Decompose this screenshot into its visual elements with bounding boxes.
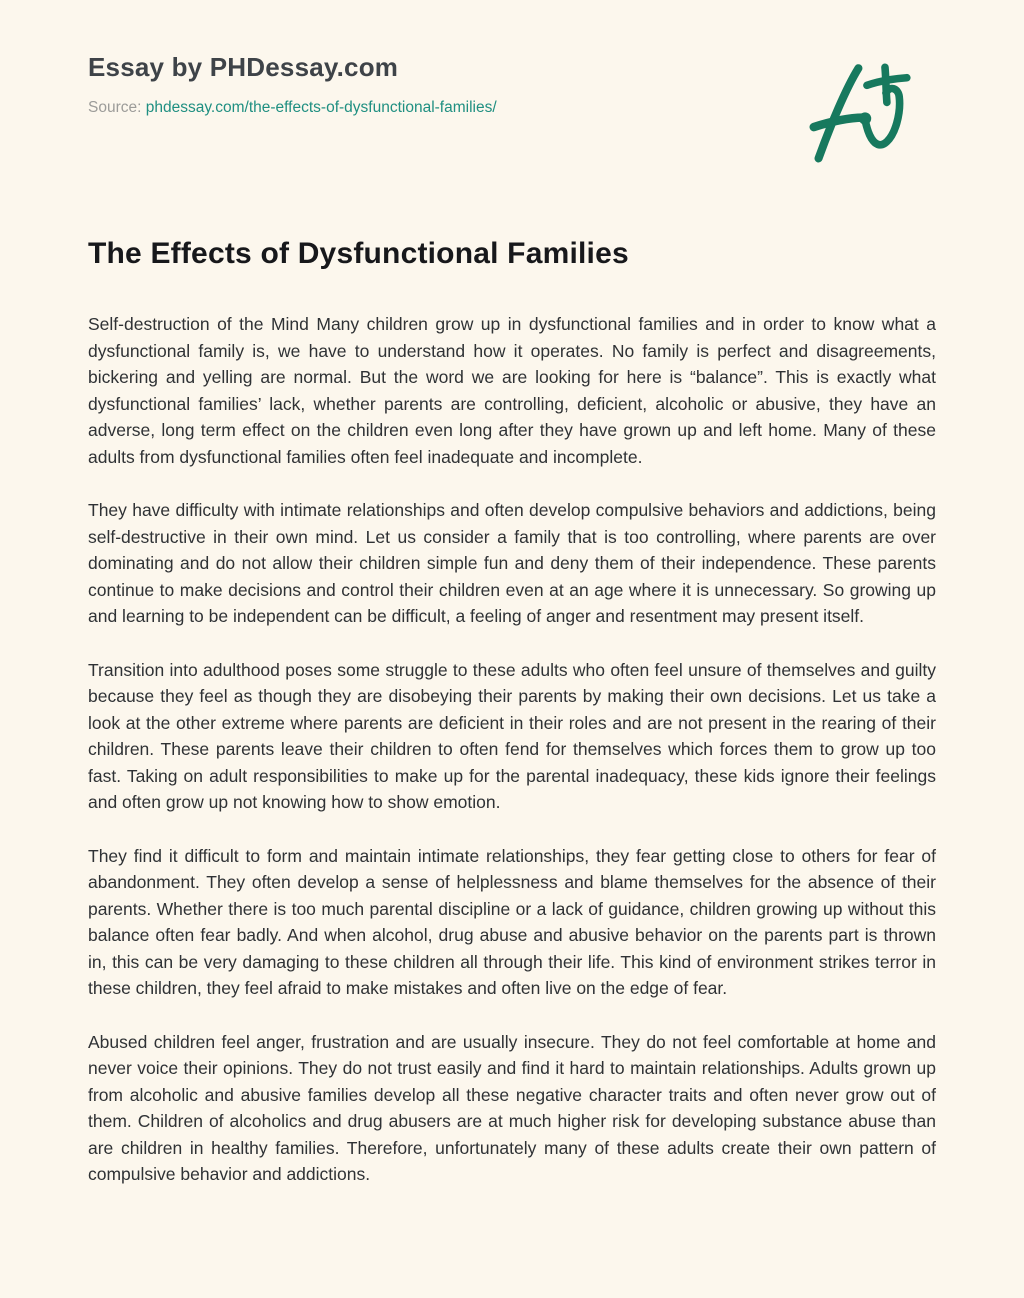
essay-paragraph-2: They have difficulty with intimate relationships and often develop compulsive behaviors and addictions, being self-destructive in their own mind. Let us consider a family that is too controlling, where parents are over dominating and do not allow their children simple fun and deny them of their independence. These parents continue to make decisions and control their children even at an age where it is unnecessary. So growing up and learning to be independent can be difficult, a feeling of anger and resentment may present itself. — [88, 500, 936, 626]
source-link[interactable]: phdessay.com/the-effects-of-dysfunctional-families/ — [145, 99, 497, 116]
essay-paragraph-1: Self-destruction of the Mind Many children grow up in dysfunctional families and in order to know what a dysfunctional family is, we have to understand how it operates. No family is perfect and disagreements, bickering and yelling are normal. But the word we are looking for here is “balance”. This is exactly what dysfunctional families’ lack, whether parents are controlling, deficient, alcoholic or abusive, they have an adverse, long term effect on the children even long after they have grown up and left home. Many of these adults from dysfunctional families often feel inadequate and incomplete. — [88, 314, 936, 467]
source-label: Source: — [88, 99, 142, 116]
essay-title: The Effects of Dysfunctional Families — [88, 237, 629, 270]
byline-heading: Essay by PHDessay.com — [88, 52, 399, 82]
phdessay-a-plus-logo-icon — [804, 54, 928, 171]
page-header — [88, 52, 936, 171]
source-line — [88, 99, 497, 117]
essay-body — [88, 311, 936, 1188]
essay-paragraph-4: They find it difficult to form and maintain intimate relationships, they fear getting close to others for fear of abandonment. They often develop a sense of helplessness and blame themselves for the absence of their parents. Whether there is too much parental discipline or a lack of guidance, children growing up without this balance often fear badly. And when alcohol, drug abuse and abusive behavior on the parents part is thrown in, this can be very damaging to these children all through their life. This kind of environment strikes terror in these children, they feel afraid to make mistakes and often live on the edge of fear. — [88, 845, 936, 998]
header-text-block — [88, 52, 497, 117]
essay-paragraph-3: Transition into adulthood poses some struggle to these adults who often feel unsure of themselves and guilty because they feel as though they are disobeying their parents by making their own decisions. Let us take a look at the other extreme where parents are deficient in their roles and are not present in the rearing of their children. These parents leave their children to often fend for themselves which forces them to grow up too fast. Taking on adult responsibilities to make up for the parental inadequacy, these kids ignore their feelings and often grow up not knowing how to show emotion. — [88, 659, 936, 812]
essay-paragraph-5: Abused children feel anger, frustration and are usually insecure. They do not feel comfortable at home and never voice their opinions. They do not trust easily and find it hard to maintain relationships. Adults grown up from alcoholic and abusive families develop all these negative character traits and often never grow out of them. Children of alcoholics and drug abusers are at much higher risk for developing substance abuse than are children in healthy families. Therefore, unfortunately many of these adults create their own pattern of compulsive behavior and addictions. — [88, 1031, 936, 1184]
